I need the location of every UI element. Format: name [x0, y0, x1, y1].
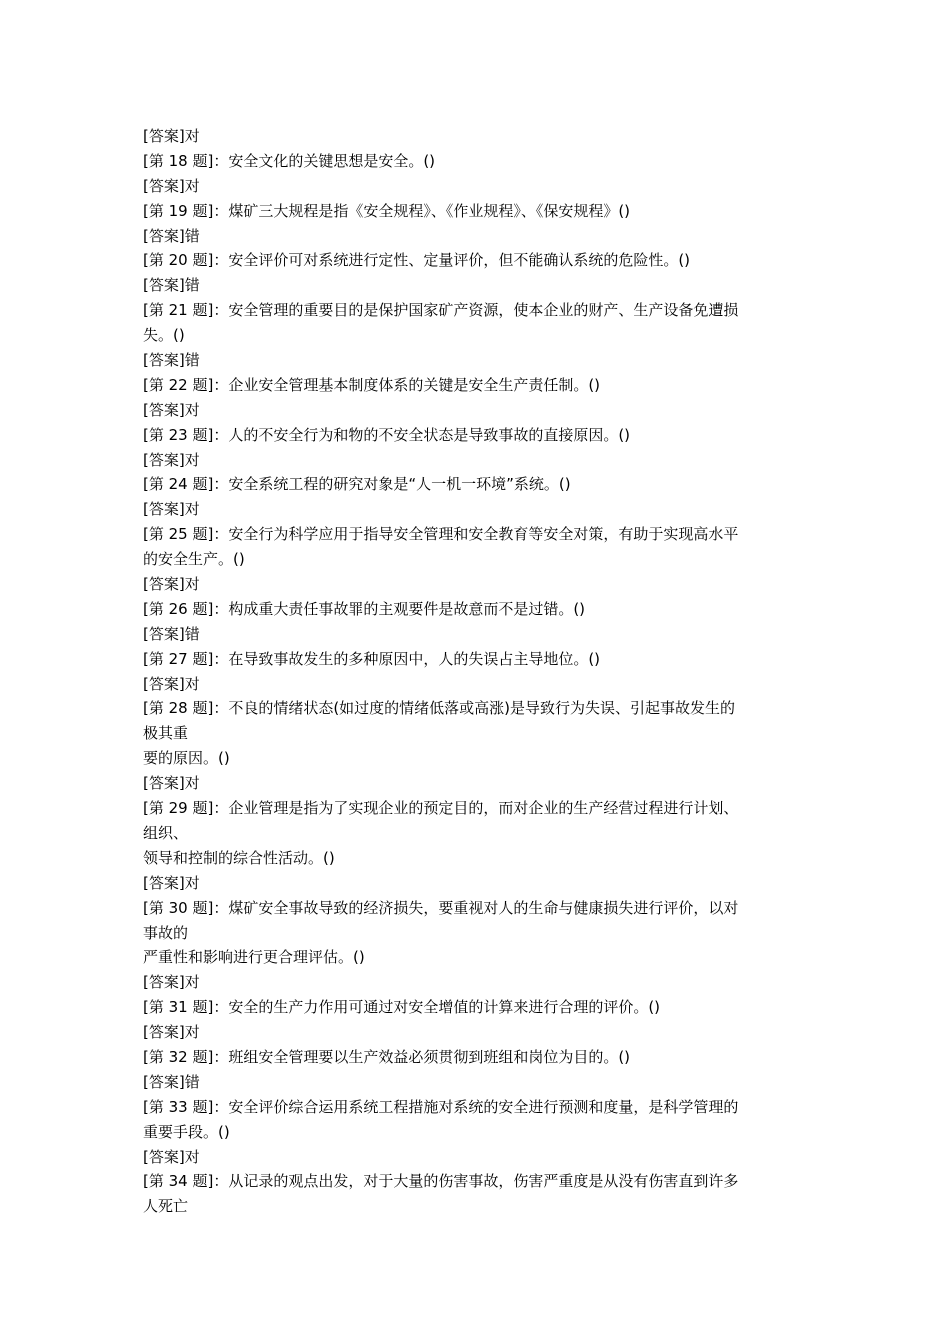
text-line: [答案]对: [143, 176, 200, 195]
text-line: [答案]错: [143, 351, 200, 370]
text-line: [第 18 题]：安全文化的关键思想是安全。(): [143, 151, 436, 170]
text-line: [第 26 题]：构成重大责任事故罪的主观要件是故意而不是过错。(): [143, 599, 586, 618]
text-line: [答案]对: [143, 575, 200, 594]
text-line: [答案]对: [143, 973, 200, 992]
text-line: [第 24 题]：安全系统工程的研究对象是“人一机一环境”系统。(): [143, 475, 571, 494]
text-line: [答案]对: [143, 400, 200, 419]
text-line: [答案]对: [143, 774, 200, 793]
text-line: [第 30 题]：煤矿安全事故导致的经济损失，要重视对人的生命与健康损失进行评价，以对: [143, 898, 739, 917]
text-line: [答案]错: [143, 624, 200, 643]
text-line: [第 29 题]：企业管理是指为了实现企业的预定目的，而对企业的生产经营过程进行计划、: [143, 799, 739, 818]
text-line: [第 27 题]：在导致事故发生的多种原因中，人的失误占主导地位。(): [143, 649, 601, 668]
text-line: [答案]对: [143, 127, 200, 145]
text-line: [第 28 题]：不良的情绪状态(如过度的情绪低落或高涨)是导致行为失误、引起事故发生的: [143, 699, 736, 718]
text-line: 组织、: [143, 823, 189, 842]
text-line: [第 19 题]：煤矿三大规程是指《安全规程》、《作业规程》、《保安规程》(): [143, 201, 631, 220]
text-line: [第 22 题]：企业安全管理基本制度体系的关键是安全生产责任制。(): [143, 375, 601, 394]
text-line: 事故的: [143, 923, 189, 942]
text-line: 的安全生产。(): [143, 550, 245, 569]
text-line: [第 21 题]：安全管理的重要目的是保护国家矿产资源，使本企业的财产、生产设备免遭损: [143, 301, 739, 320]
text-line: 失。(): [143, 326, 185, 345]
text-line: 领导和控制的综合性活动。(): [143, 848, 335, 867]
text-line: 严重性和影响进行更合理评估。(): [143, 948, 365, 967]
text-line: [答案]对: [143, 873, 200, 892]
text-line: 要的原因。(): [143, 749, 230, 768]
text-line: [第 25 题]：安全行为科学应用于指导安全管理和安全教育等安全对策，有助于实现高水平: [143, 525, 739, 544]
text-line: [答案]错: [143, 226, 200, 245]
text-line: [答案]对: [143, 500, 200, 519]
text-line: [第 33 题]：安全评价综合运用系统工程措施对系统的安全进行预测和度量，是科学管理的: [143, 1097, 739, 1116]
text-line: [答案]对: [143, 674, 200, 693]
text-line: [答案]错: [143, 276, 200, 295]
text-line: [第 31 题]：安全的生产力作用可通过对安全增值的计算来进行合理的评价。(): [143, 998, 661, 1017]
text-line: 极其重: [143, 724, 189, 743]
text-line: [答案]对: [143, 1023, 200, 1042]
text-line: [第 20 题]：安全评价可对系统进行定性、定量评价，但不能确认系统的危险性。(): [143, 251, 691, 270]
text-line: [第 23 题]：人的不安全行为和物的不安全状态是导致事故的直接原因。(): [143, 425, 631, 444]
text-line: 重要手段。(): [143, 1122, 230, 1141]
text-line: [答案]对: [143, 450, 200, 469]
text-line: [答案]错: [143, 1072, 200, 1091]
text-line: [第 32 题]：班组安全管理要以生产效益必须贯彻到班组和岗位为目的。(): [143, 1047, 631, 1066]
text-line: [答案]对: [143, 1147, 200, 1166]
text-line: [第 34 题]：从记录的观点出发，对于大量的伤害事故，伤害严重度是从没有伤害直到许多: [143, 1172, 739, 1191]
text-line: 人死亡: [143, 1197, 189, 1216]
document-body: [143, 124, 808, 1219]
